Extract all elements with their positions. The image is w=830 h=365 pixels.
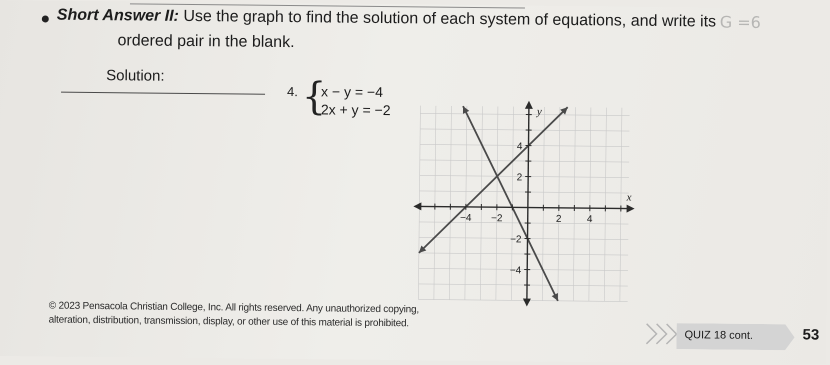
- grid-line-horizontal: [420, 160, 629, 162]
- graph-line-1: [419, 106, 568, 255]
- grid-line-vertical: [573, 107, 575, 301]
- x-axis-arrow-icon: [413, 202, 421, 210]
- grid-line-horizontal: [420, 129, 629, 131]
- x-axis-label: x: [626, 192, 632, 204]
- grid-line-horizontal: [419, 253, 628, 255]
- grid-line-horizontal: [418, 299, 627, 301]
- grid-line-vertical: [620, 108, 622, 302]
- equation-1: x − y = −4: [321, 83, 383, 100]
- grid-line-vertical: [604, 108, 606, 302]
- x-tick-label: 4: [587, 214, 593, 225]
- coordinate-graph: [412, 78, 639, 312]
- x-tick-label: 2: [556, 214, 562, 225]
- y-axis-arrow-icon: [523, 298, 531, 306]
- system-brace: {: [302, 77, 327, 115]
- grid-line-horizontal: [420, 144, 629, 146]
- grid-line-horizontal: [419, 237, 628, 239]
- solution-label: Solution:: [106, 67, 165, 85]
- graph-lines: [418, 106, 567, 301]
- y-axis: [527, 107, 529, 301]
- grid-line-horizontal: [420, 191, 629, 193]
- y-axis-label: y: [536, 106, 542, 118]
- grid-line-vertical: [496, 106, 498, 300]
- grid-line-vertical: [465, 106, 467, 300]
- y-tick-label: 2: [517, 172, 523, 183]
- x-tick-label: −4: [460, 213, 472, 224]
- problem-number: 4.: [287, 84, 298, 99]
- equation-2: 2x + y = −2: [321, 101, 391, 118]
- grid-line-vertical: [480, 106, 482, 300]
- quiz-label: QUIZ 18 cont.: [684, 329, 753, 342]
- bullet-icon: [42, 15, 49, 22]
- grid-line-horizontal: [419, 284, 628, 286]
- section-heading-line2: ordered pair in the blank.: [117, 32, 294, 52]
- graph-grid: [418, 106, 629, 302]
- grid-line-horizontal: [420, 113, 629, 115]
- y-tick-label: 4: [517, 141, 523, 152]
- grid-line-vertical: [558, 107, 560, 301]
- grid-line-vertical: [589, 107, 591, 301]
- y-tick-label: −4: [510, 265, 522, 276]
- section-heading-bold: Short Answer II:: [57, 7, 179, 25]
- x-axis-arrow-icon: [627, 205, 635, 213]
- x-tick-label: −2: [491, 213, 503, 224]
- page-number: 53: [802, 326, 819, 343]
- answer-blank[interactable]: [61, 92, 265, 95]
- y-tick-label: −2: [510, 234, 522, 245]
- copyright-line-1: © 2023 Pensacola Christian College, Inc. All rights reserved. Any unauthorized copying,: [49, 301, 419, 316]
- grid-line-horizontal: [419, 268, 628, 270]
- grid-line-horizontal: [420, 175, 629, 177]
- y-axis-arrow-icon: [525, 101, 533, 109]
- section-heading-instructions: Use the graph to find the solution of each system of equations, and write its: [179, 8, 716, 31]
- grid-line-vertical: [449, 106, 451, 300]
- copyright-line-2: alteration, distribution, transmission, display, or other use of this material is prohibited.: [49, 315, 409, 330]
- svg-text:G =6: G =6: [720, 13, 761, 32]
- grid-line-vertical: [434, 106, 436, 300]
- grid-line-vertical: [418, 106, 420, 300]
